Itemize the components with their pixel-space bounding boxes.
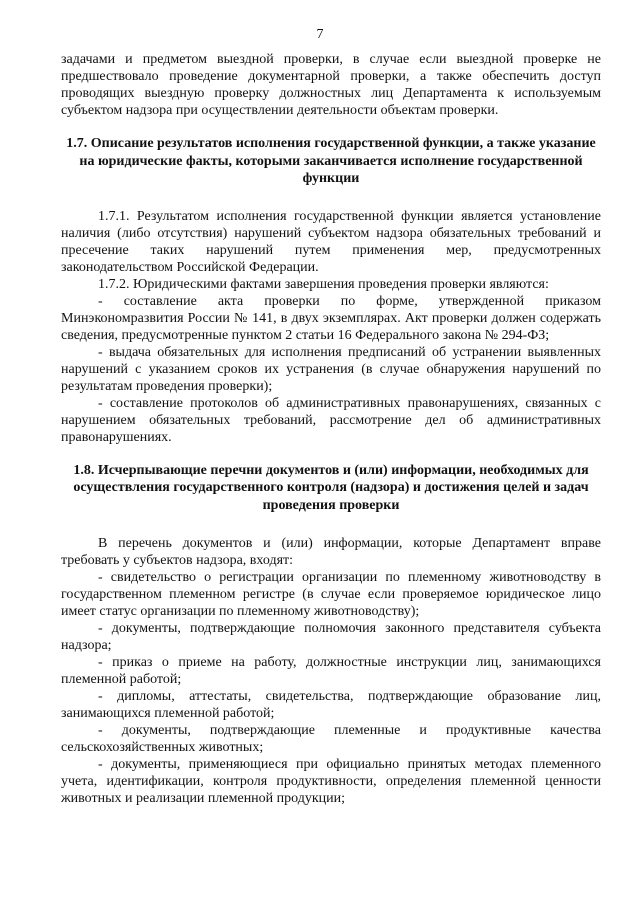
- list-item: - свидетельство о регистрации организации по племенному животноводству в государственном племенном регистре (в случае если проверяемое юридическое лицо имеет статус организации по племенному животноводству);: [61, 570, 601, 619]
- list-item: - документы, подтверждающие полномочия законного представителя субъекта надзора;: [61, 621, 601, 653]
- list-item-protocols: - составление протоколов об административных правонарушениях, связанных с нарушением обязательных требований, рассмотрение дел об административных правонарушениях.: [61, 395, 601, 445]
- section-1-7-1-paragraph: 1.7.1. Результатом исполнения государственной функции является установление наличия (либо отсутствия) нарушений субъектом надзора обязательных требований и пресечение таких нарушений путем применения мер, предусмотренных законодательством Российской Федерации.: [61, 208, 601, 275]
- list-item: - документы, применяющиеся при официально принятых методах племенного учета, идентификации, контроля продуктивности, определения племенной ценности животных и реализации племенной продукции;: [61, 757, 601, 806]
- list-item: - приказ о приеме на работу, должностные инструкции лиц, занимающихся племенной работой;: [61, 655, 601, 687]
- list-item: - документы, подтверждающие племенные и продуктивные качества сельскохозяйственных животных;: [61, 723, 601, 755]
- section-1-7-2-paragraph: 1.7.2. Юридическими фактами завершения проведения проверки являются:: [98, 276, 549, 292]
- intro-paragraph: задачами и предметом выездной проверки, в случае если выездной проверке не предшествовало проведение документарной проверки, а также обеспечить доступ проводящих выездную проверку должностных лиц Департамента к используемым субъектом надзора при осуществлении деятельности объектам проверки.: [61, 52, 601, 118]
- list-item-act: - составление акта проверки по форме, утвержденной приказом Минэкономразвития России № 141, в двух экземплярах. Акт проверки должен содержать сведения, предусмотренные пунктом 2 статьи 16 Федерального закона № 294-ФЗ;: [61, 293, 601, 343]
- document-body: [61, 51, 601, 807]
- section-1-8-heading: 1.8. Исчерпывающие перечни документов и (или) информации, необходимых для осуществления государственного контроля (надзора) и достижения целей и задач проведения проверки: [73, 462, 589, 513]
- section-1-7-heading: 1.7. Описание результатов исполнения государственной функции, а также указание на юридические факты, которыми заканчивается исполнение государственной функции: [66, 136, 596, 186]
- list-item-orders: - выдача обязательных для исполнения предписаний об устранении выявленных нарушений с указанием сроков их устранения (в случае обнаружения нарушений по результатам проведения проверки);: [61, 344, 601, 394]
- section-1-8-intro-paragraph: В перечень документов и (или) информации, которые Департамент вправе требовать у субъектов надзора, входят:: [61, 536, 601, 568]
- page-number: 7: [316, 27, 324, 42]
- list-item: - дипломы, аттестаты, свидетельства, подтверждающие образование лиц, занимающихся племенной работой;: [61, 689, 601, 721]
